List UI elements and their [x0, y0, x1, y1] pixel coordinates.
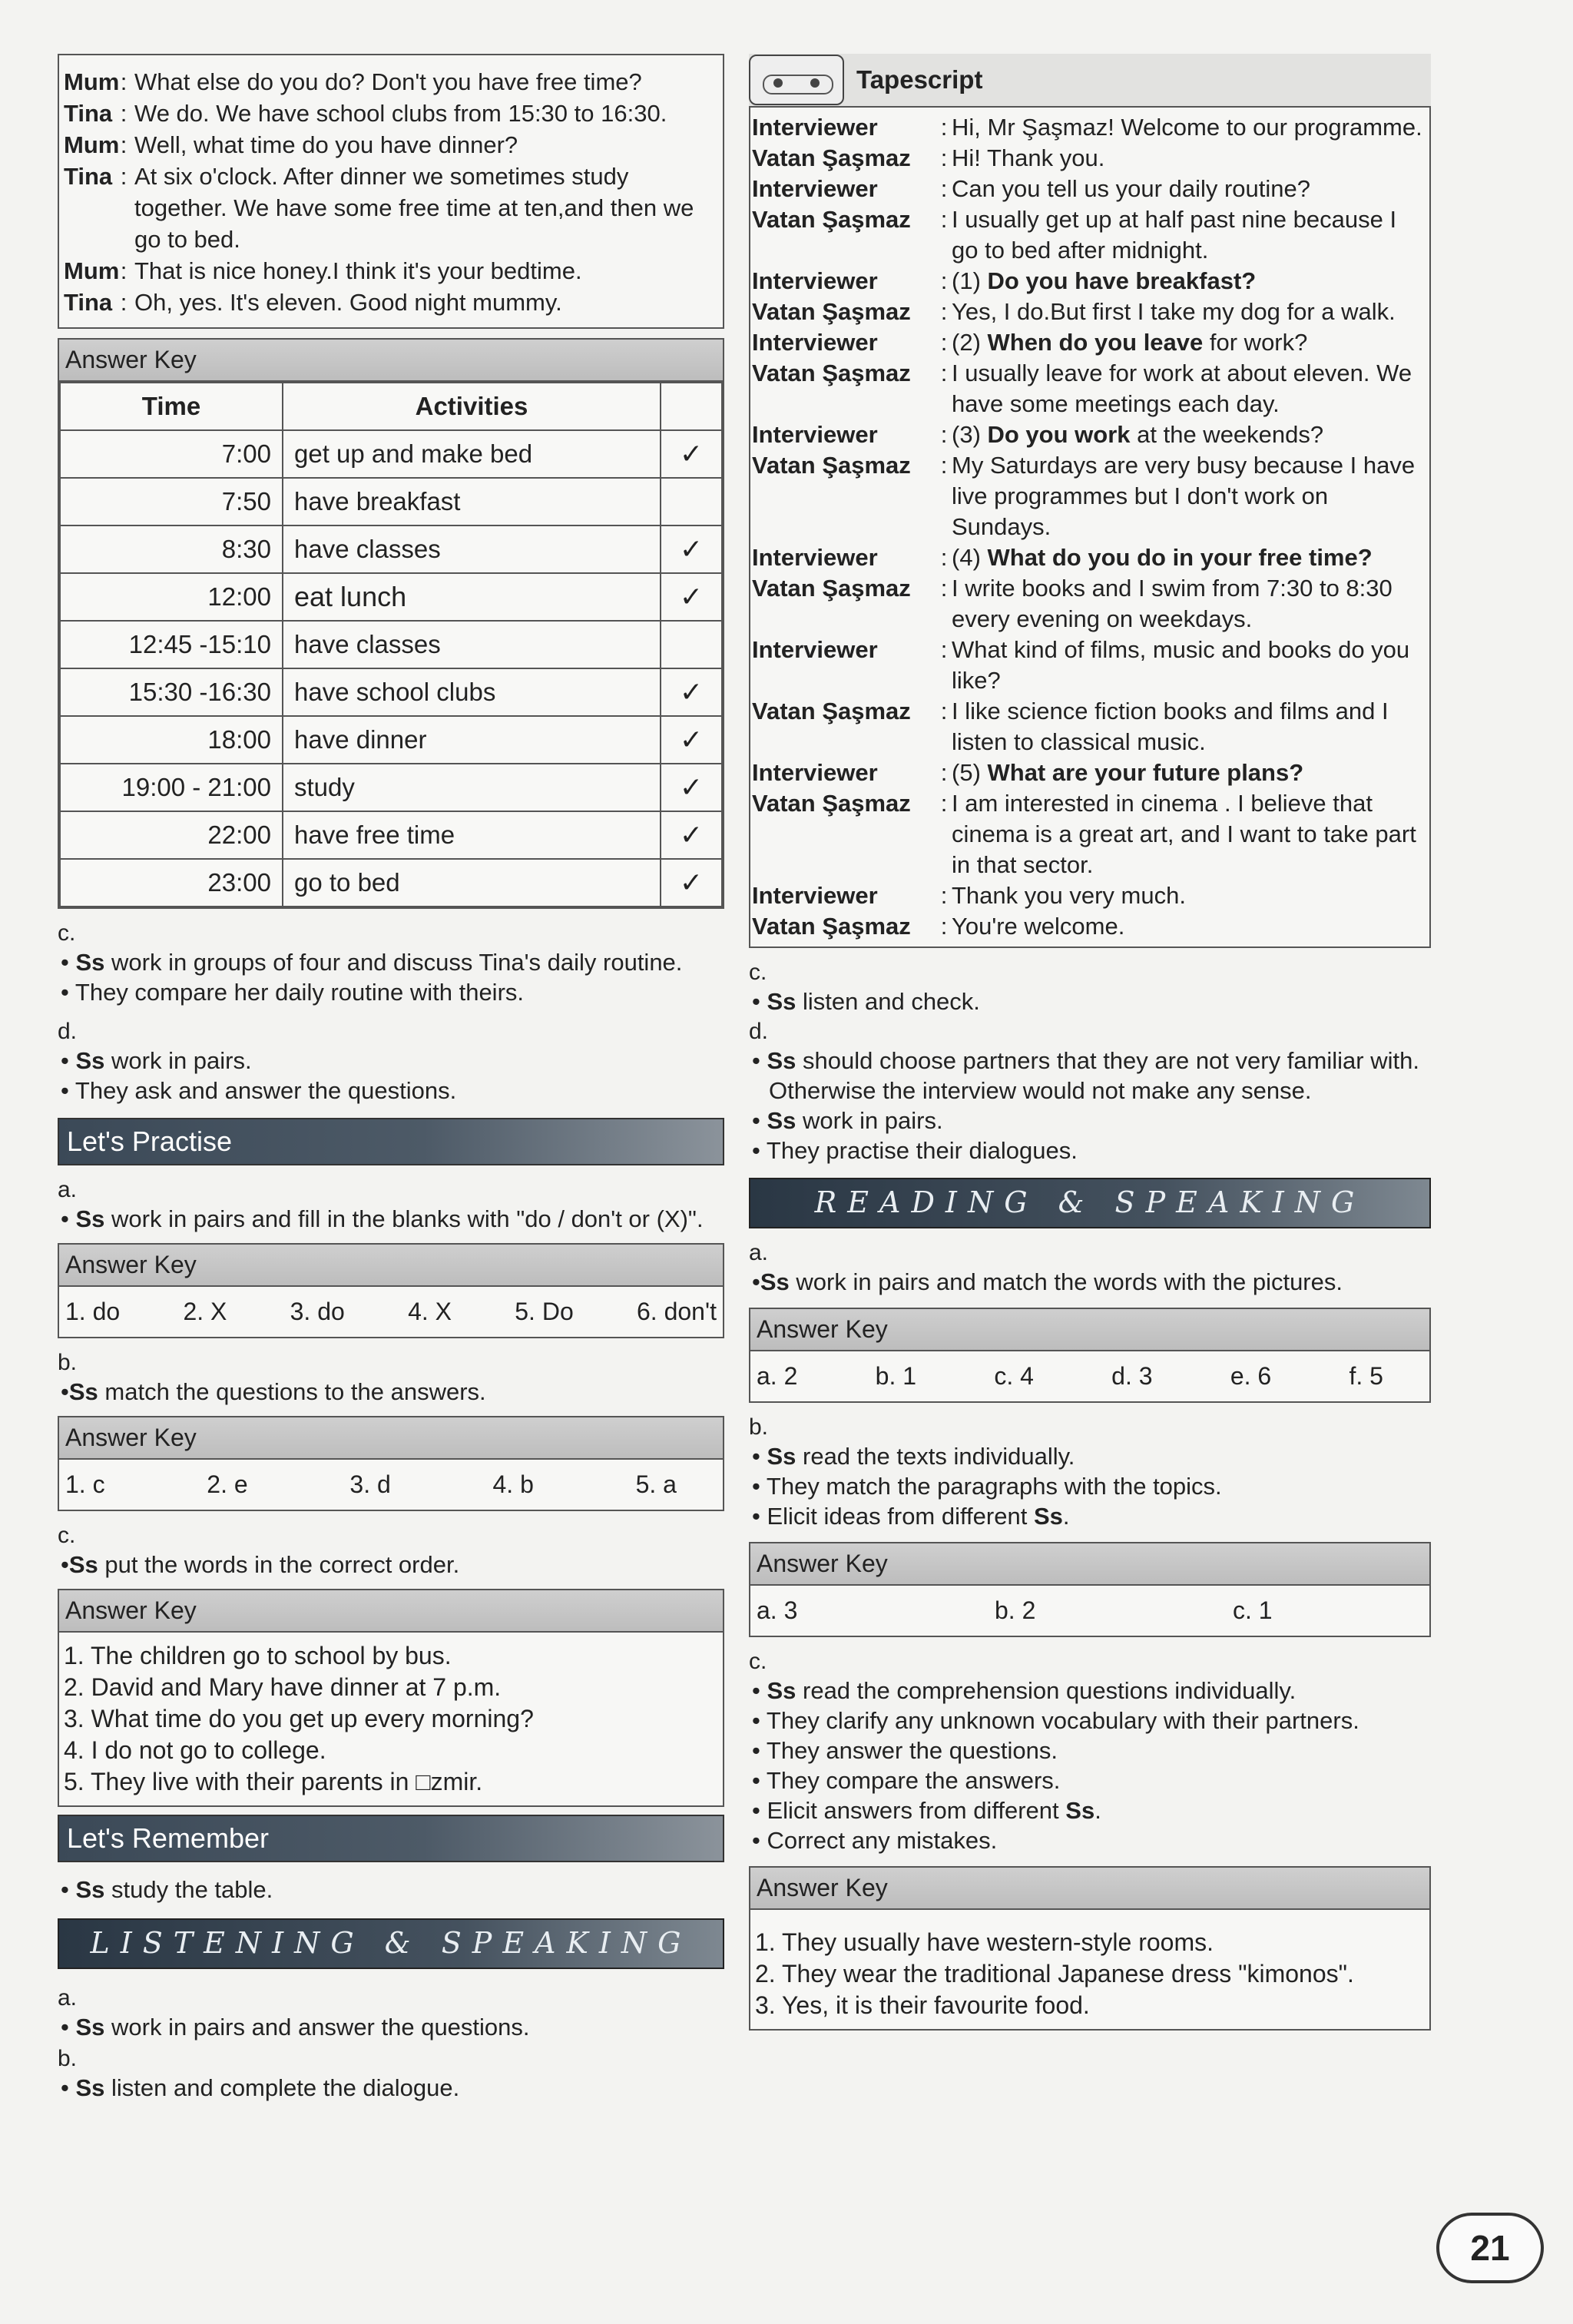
- cassette-tape-icon: [749, 55, 844, 105]
- list-item: 1. They usually have western-style rooms.: [755, 1928, 1214, 1956]
- section-letter: c.: [58, 920, 76, 946]
- tapescript-line: Vatan Şaşmaz : My Saturdays are very busy because I have live programmes but I don't work on Sundays.: [752, 452, 1416, 540]
- tapescript-line: Vatan Şaşmaz : I like science fiction books and films and I listen to classical music.: [752, 698, 1389, 755]
- bullet-item: • They ask and answer the questions.: [61, 1077, 457, 1104]
- answer-key-heading: Answer Key: [749, 1866, 1431, 1910]
- table-row: 7:00 get up and make bed ✓: [60, 430, 722, 478]
- table-row: 18:00 have dinner ✓: [60, 716, 722, 764]
- bullet-item: • They practise their dialogues.: [752, 1137, 1078, 1164]
- check-mark-icon: ✓: [661, 811, 722, 859]
- check-mark-icon: ✓: [661, 716, 722, 764]
- table-row: 19:00 - 21:00 study ✓: [60, 764, 722, 811]
- bullet-item: • They match the paragraphs with the topics.: [752, 1473, 1222, 1500]
- dialog-line: Mum : What else do you do? Don't you have free time?: [64, 68, 642, 95]
- tapescript-line: Interviewer : (5) What are your future plans?: [752, 759, 1304, 786]
- bullet-item: • They compare the answers.: [752, 1767, 1061, 1794]
- tapescript-title: Tapescript: [856, 65, 983, 94]
- list-item: 5. They live with their parents in □zmir.: [64, 1768, 483, 1795]
- check-mark-icon: [661, 621, 722, 668]
- list-item: 4. I do not go to college.: [64, 1736, 326, 1764]
- answer-key-body: a. 3 b. 2 c. 1: [749, 1586, 1431, 1637]
- dialog-line: Mum : Well, what time do you have dinner?: [64, 131, 518, 158]
- bullet-item: • Ss should choose partners that they are not very familiar with. Otherwise the interview would not make any sense.: [752, 1047, 1419, 1104]
- answer-key-body: [58, 1633, 724, 1807]
- bullet-item: • Ss work in pairs and fill in the blanks with "do / don't or (X)".: [61, 1205, 704, 1232]
- tapescript-line: Interviewer : Hi, Mr Şaşmaz! Welcome to our programme.: [752, 114, 1422, 141]
- check-mark-icon: ✓: [661, 430, 722, 478]
- check-mark-icon: ✓: [661, 525, 722, 573]
- schedule-table: [59, 382, 723, 907]
- table-row: 7:50 have breakfast: [60, 478, 722, 525]
- lets-practise-heading: Let's Practise: [58, 1118, 724, 1165]
- tapescript-line: Vatan Şaşmaz : I write books and I swim from 7:30 to 8:30 every evening on weekdays.: [752, 575, 1393, 632]
- column-header-activities: Activities: [283, 383, 661, 430]
- tapescript-line: Interviewer : (3) Do you work at the weekends?: [752, 421, 1324, 448]
- section-letter: d.: [58, 1019, 78, 1044]
- page-number: 21: [1436, 2213, 1544, 2283]
- list-item: 1. The children go to school by bus.: [64, 1642, 452, 1669]
- check-mark-icon: ✓: [661, 573, 722, 621]
- check-mark-icon: [661, 478, 722, 525]
- answer-key-heading: Answer Key: [749, 1308, 1431, 1351]
- section-letter: b.: [58, 1350, 78, 1375]
- answer-key-body: a. 2 b. 1 c. 4 d. 3 e. 6 f. 5: [749, 1351, 1431, 1403]
- dialog-line: Tina : Oh, yes. It's eleven. Good night mummy.: [64, 289, 562, 316]
- bullet-item: •Ss work in pairs and match the words with the pictures.: [752, 1268, 1343, 1295]
- bullet-item: • Ss work in groups of four and discuss Tina's daily routine.: [61, 949, 683, 976]
- bullet-item: • Ss work in pairs.: [61, 1047, 252, 1074]
- dialog-line: Tina : We do. We have school clubs from 15:30 to 16:30.: [64, 100, 667, 127]
- section-letter: b.: [749, 1414, 769, 1440]
- lets-remember-heading: Let's Remember: [58, 1815, 724, 1862]
- bullet-item: • Ss study the table.: [61, 1876, 273, 1903]
- listening-speaking-heading: LISTENING & SPEAKING: [58, 1918, 724, 1969]
- answer-key-heading: Answer Key: [58, 1416, 724, 1460]
- table-row: 8:30 have classes ✓: [60, 525, 722, 573]
- bullet-item: • Ss work in pairs.: [752, 1107, 943, 1134]
- dialog-line: Tina : At six o'clock. After dinner we sometimes study together. We have some free time at ten,and then we go to bed.: [64, 163, 694, 253]
- table-row: 15:30 -16:30 have school clubs ✓: [60, 668, 722, 716]
- answer-key-heading: Answer Key: [749, 1542, 1431, 1586]
- list-item: 2. They wear the traditional Japanese dress "kimonos".: [755, 1960, 1354, 1988]
- table-row: 12:45 -15:10 have classes: [60, 621, 722, 668]
- right-column: [749, 54, 1431, 2031]
- check-mark-icon: ✓: [661, 668, 722, 716]
- tapescript-box: [749, 106, 1431, 948]
- answer-key-body: [749, 1910, 1431, 2031]
- left-column: [58, 54, 724, 2103]
- tapescript-line: Vatan Şaşmaz : Hi! Thank you.: [752, 144, 1105, 171]
- table-row: 12:00 eat lunch ✓: [60, 573, 722, 621]
- check-mark-icon: ✓: [661, 764, 722, 811]
- bullet-item: • They answer the questions.: [752, 1737, 1058, 1764]
- bullet-item: •Ss match the questions to the answers.: [61, 1378, 486, 1405]
- bullet-item: • Elicit ideas from different Ss.: [752, 1503, 1070, 1530]
- bullet-item: • They compare her daily routine with theirs.: [61, 979, 525, 1006]
- tapescript-line: Interviewer : (1) Do you have breakfast?: [752, 267, 1257, 294]
- table-header-row: [60, 383, 722, 430]
- dialog-line: Mum : That is nice honey.I think it's your bedtime.: [64, 257, 582, 284]
- table-row: 22:00 have free time ✓: [60, 811, 722, 859]
- tapescript-line: Interviewer : What kind of films, music and books do you like?: [752, 636, 1410, 694]
- answer-key-body: 1. do 2. X 3. do 4. X 5. Do 6. don't: [58, 1287, 724, 1338]
- list-item: 3. Yes, it is their favourite food.: [755, 1991, 1090, 2019]
- bullet-item: • Ss work in pairs and answer the questions.: [61, 2014, 530, 2041]
- tapescript-line: Vatan Şaşmaz : I usually leave for work at about eleven. We have some meetings each day.: [752, 360, 1412, 417]
- list-item: 3. What time do you get up every morning?: [64, 1705, 534, 1732]
- dialog-box: [58, 54, 724, 329]
- bullet-item: • Elicit answers from different Ss.: [752, 1797, 1101, 1824]
- section-letter: c.: [749, 1649, 767, 1674]
- answer-key-heading: Answer Key: [58, 1243, 724, 1287]
- check-mark-icon: ✓: [661, 859, 722, 907]
- tapescript-line: Vatan Şaşmaz : Yes, I do.But first I take my dog for a walk.: [752, 298, 1396, 325]
- bullet-item: • Ss read the texts individually.: [752, 1443, 1075, 1470]
- section-letter: c.: [58, 1523, 76, 1548]
- list-item: 2. David and Mary have dinner at 7 p.m.: [64, 1673, 502, 1701]
- tapescript-line: Interviewer : Thank you very much.: [752, 882, 1186, 909]
- bullet-item: • They clarify any unknown vocabulary with their partners.: [752, 1707, 1359, 1734]
- table-row: 23:00 go to bed ✓: [60, 859, 722, 907]
- column-header-time: Time: [60, 383, 283, 430]
- section-letter: a.: [58, 1177, 78, 1202]
- tapescript-line: Vatan Şaşmaz : I usually get up at half past nine because I go to bed after midnight.: [752, 206, 1397, 264]
- bullet-item: • Correct any mistakes.: [752, 1827, 998, 1854]
- section-letter: d.: [749, 1019, 769, 1044]
- section-letter: c.: [749, 960, 767, 985]
- tapescript-line: Interviewer : Can you tell us your daily routine?: [752, 175, 1310, 202]
- answer-key-heading: Answer Key: [58, 1589, 724, 1633]
- bullet-item: •Ss put the words in the correct order.: [61, 1551, 460, 1578]
- section-letter: b.: [58, 2046, 78, 2071]
- answer-key-body: 1. c 2. e 3. d 4. b 5. a: [58, 1460, 724, 1511]
- tapescript-header: [749, 54, 1431, 106]
- tapescript-line: Vatan Şaşmaz : I am interested in cinema . I believe that cinema is a great art, and I want to take part in that sector.: [752, 790, 1416, 878]
- tapescript-line: Vatan Şaşmaz : You're welcome.: [752, 913, 1125, 940]
- reading-speaking-heading: READING & SPEAKING: [749, 1178, 1431, 1228]
- section-letter: a.: [749, 1240, 769, 1265]
- answer-key-heading: Answer Key: [58, 338, 724, 382]
- section-letter: a.: [58, 1985, 78, 2011]
- schedule-table-wrap: [58, 382, 724, 909]
- bullet-item: • Ss listen and complete the dialogue.: [61, 2074, 460, 2101]
- bullet-item: • Ss read the comprehension questions individually.: [752, 1677, 1296, 1704]
- tapescript-line: Interviewer : (2) When do you leave for work?: [752, 329, 1308, 356]
- bullet-item: • Ss listen and check.: [752, 988, 980, 1015]
- tapescript-line: Interviewer : (4) What do you do in your free time?: [752, 544, 1373, 571]
